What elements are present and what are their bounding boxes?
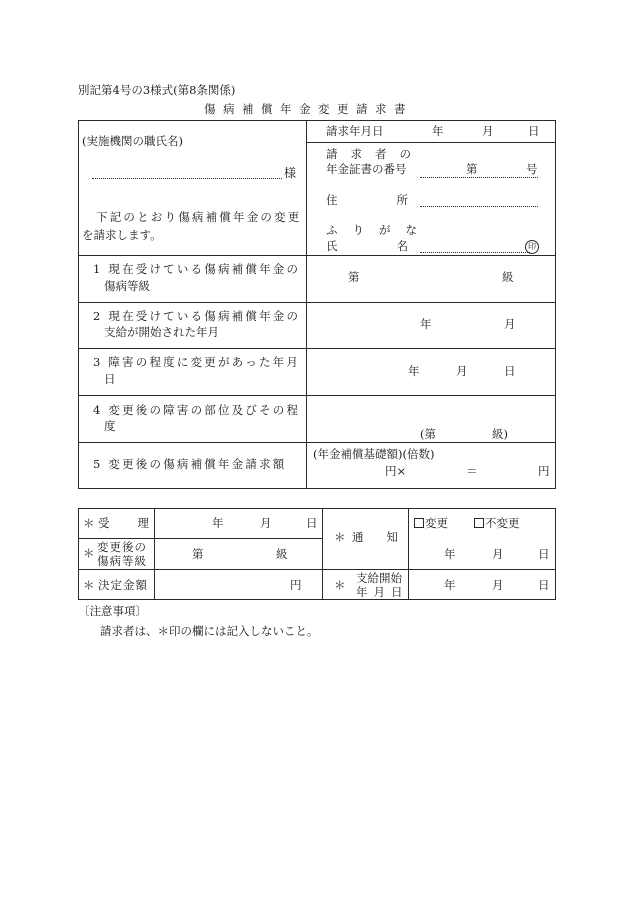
row5-equals: ＝: [466, 464, 478, 478]
statement-line1: 下記のとおり傷病補償年金の変更: [96, 210, 302, 224]
row4-kyu: 級): [492, 427, 508, 441]
name-field[interactable]: [420, 252, 530, 253]
received-day[interactable]: 日: [306, 516, 318, 530]
pension-dai: 第: [466, 162, 478, 176]
main-table: [78, 120, 556, 489]
row2-label-2: 支給が開始された年月: [104, 325, 219, 339]
unchanged-option[interactable]: 不変更: [474, 518, 520, 530]
star-received: ＊: [83, 516, 95, 530]
institution-field[interactable]: [92, 178, 282, 179]
changed-option[interactable]: 変更: [414, 518, 448, 530]
pay-start-label-2: 年月日: [356, 585, 409, 599]
form-title: 傷病補償年金変更請求書: [204, 102, 413, 116]
decided-amount-label: 決定金額: [98, 578, 148, 592]
changed-grade-label-1: 変更後の: [97, 540, 147, 554]
pay-start-day[interactable]: 日: [538, 578, 550, 592]
row4-label-2: 度: [104, 419, 116, 433]
row3-day[interactable]: 日: [504, 364, 516, 378]
row4-dai: (第: [420, 427, 436, 441]
star-pay-start: ＊: [334, 578, 346, 592]
row1-dai: 第: [348, 270, 360, 284]
row2-label-1: 2 現在受けている傷病補償年金の: [93, 309, 301, 323]
pay-start-year[interactable]: 年: [444, 578, 456, 592]
notes-heading: 〔注意事項〕: [78, 604, 147, 618]
row1-label-2: 傷病等級: [104, 279, 150, 293]
pay-start-month[interactable]: 月: [492, 578, 504, 592]
pension-gou: 号: [526, 162, 538, 176]
seal-mark: 印: [525, 240, 539, 254]
notice-month[interactable]: 月: [492, 547, 504, 561]
row5-yen-times: 円×: [385, 464, 407, 478]
pension-no-label-2: 年金証書の番号: [326, 162, 407, 176]
notes-text: 請求者は、＊印の欄には記入しないこと。: [100, 624, 319, 638]
date-year[interactable]: 年: [432, 124, 444, 138]
grade-kyu: 級: [276, 547, 288, 561]
row2-year[interactable]: 年: [420, 317, 432, 331]
row2-month[interactable]: 月: [504, 317, 516, 331]
changed-grade-label-2: 傷病等級: [97, 554, 147, 568]
notice-day[interactable]: 日: [538, 547, 550, 561]
row4-label-1: 4 変更後の障害の部位及びその程: [93, 403, 301, 417]
received-month[interactable]: 月: [260, 516, 272, 530]
changed-checkbox[interactable]: [414, 518, 424, 528]
row3-month[interactable]: 月: [456, 364, 468, 378]
address-field[interactable]: [420, 206, 538, 207]
grade-dai: 第: [192, 547, 204, 561]
row5-base-label: (年金補償基礎額)(倍数): [313, 447, 435, 461]
amount-yen: 円: [290, 578, 302, 592]
pension-number-field[interactable]: [420, 177, 538, 178]
form-reference: 別記第4号の3様式(第8条関係): [78, 83, 236, 97]
sama-label: 様: [284, 166, 297, 180]
star-grade: ＊: [83, 546, 95, 560]
request-date-label: 請求年月日: [326, 124, 384, 138]
row3-year[interactable]: 年: [408, 364, 420, 378]
row1-kyu: 級: [502, 270, 514, 284]
received-year[interactable]: 年: [212, 516, 224, 530]
pay-start-label-1: 支給開始: [356, 571, 402, 585]
unchanged-checkbox[interactable]: [474, 518, 484, 528]
row1-label-1: 1 現在受けている傷病補償年金の: [93, 262, 301, 276]
date-month[interactable]: 月: [482, 124, 494, 138]
statement-line2: を請求します。: [82, 228, 162, 242]
row3-label-2: 日: [104, 372, 116, 386]
row3-label-1: 3 障害の程度に変更があった年月: [93, 355, 301, 369]
institution-label: (実施機関の職氏名): [82, 134, 183, 148]
received-label: 受理: [98, 516, 177, 530]
date-day[interactable]: 日: [528, 124, 540, 138]
notice-year[interactable]: 年: [444, 547, 456, 561]
notice-label: 通知: [352, 530, 421, 544]
row5-yen: 円: [538, 464, 550, 478]
furigana-label: ふりがな: [326, 223, 432, 237]
star-notice: ＊: [334, 530, 346, 544]
name-label: 氏名: [326, 239, 467, 253]
pension-no-label-1: 請求者の: [326, 147, 424, 161]
address-label: 住所: [326, 193, 467, 207]
star-amount: ＊: [83, 578, 95, 592]
row5-label: 5 変更後の傷病補償年金請求額: [93, 457, 287, 471]
